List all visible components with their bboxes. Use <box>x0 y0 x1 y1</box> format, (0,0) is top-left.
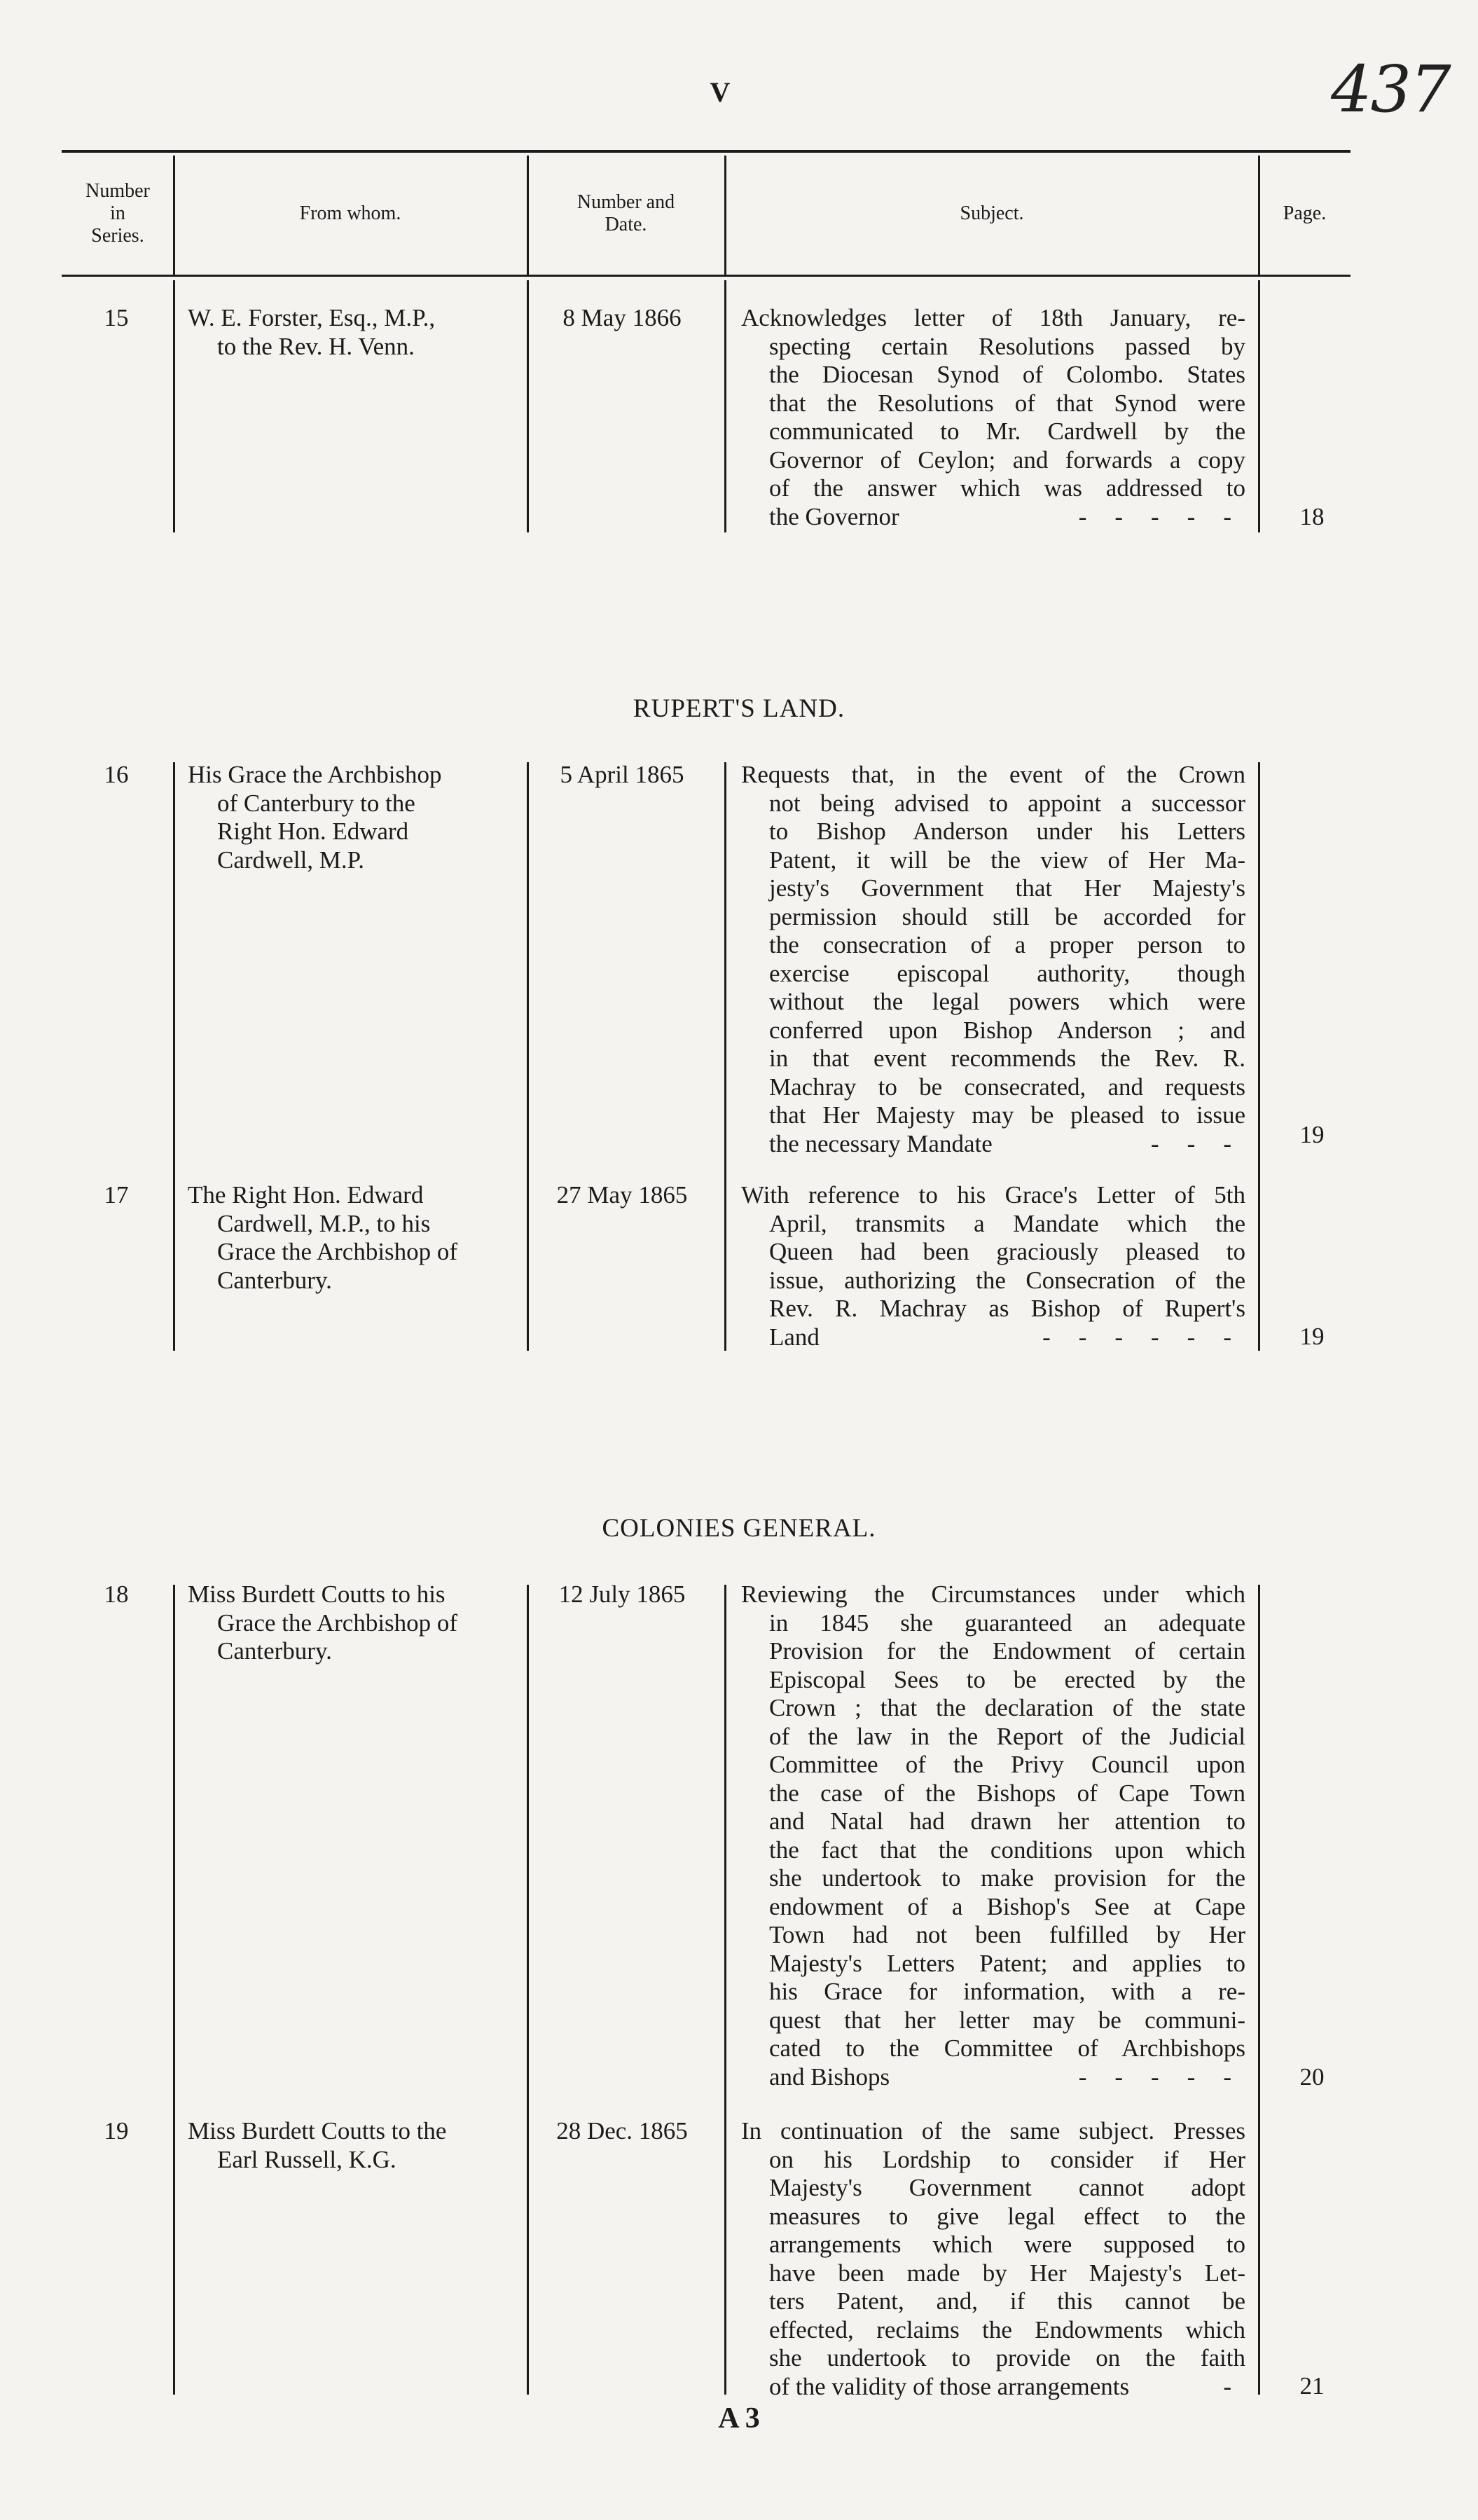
subject-line <box>741 1323 1259 1352</box>
subject-line: the Diocesan Synod of Colombo. States <box>769 361 1245 388</box>
entry-subject <box>741 1581 1259 2091</box>
subject-line-text: the necessary Mandate <box>769 1129 993 1157</box>
subject-line: endowment of a Bishop's See at Cape <box>769 1892 1245 1920</box>
header-number-line: in <box>110 202 125 224</box>
subject-line: Rev. R. Machray as Bishop of Rupert's <box>769 1295 1245 1322</box>
from-line: The Right Hon. Edward <box>188 1181 424 1209</box>
column-divider <box>1258 280 1260 532</box>
from-line: of Canterbury to the <box>217 789 415 817</box>
entry-number: 17 <box>104 1181 129 1209</box>
column-divider <box>724 280 726 532</box>
subject-line-text: of the validity of those arrangements <box>769 2372 1130 2400</box>
dot-leader: ------ <box>1042 1323 1259 1351</box>
subject-line: In continuation of the same subject. Presses <box>741 2117 1245 2144</box>
entry-page: 21 <box>1299 2372 1325 2399</box>
column-divider <box>173 1585 175 2395</box>
printer-signature: A 3 <box>718 2402 760 2435</box>
subject-line: she undertook to make provision for the <box>769 1864 1245 1892</box>
entry-date: 5 April 1865 <box>560 761 684 788</box>
entry-from <box>188 1181 513 1295</box>
entry-subject <box>741 1181 1259 1351</box>
column-divider <box>527 156 529 275</box>
dot-leader: - <box>1223 2372 1259 2400</box>
entry-date: 28 Dec. 1865 <box>556 2117 688 2144</box>
entry-page: 19 <box>1299 1121 1325 1148</box>
subject-line: not being advised to appoint a successor <box>769 789 1245 817</box>
page-letter: V <box>710 76 731 108</box>
subject-line: in that event recommends the Rev. R. <box>769 1045 1245 1072</box>
column-divider <box>1258 156 1260 275</box>
subject-line: in 1845 she guaranteed an adequate <box>769 1609 1245 1637</box>
from-line: to the Rev. H. Venn. <box>217 332 415 360</box>
from-line: Canterbury. <box>217 1637 332 1665</box>
column-divider <box>1258 1585 1260 2395</box>
header-number <box>62 161 174 266</box>
from-line: Canterbury. <box>217 1266 332 1294</box>
column-divider <box>527 1585 529 2395</box>
column-divider <box>173 762 175 1351</box>
subject-line-text: the Governor <box>769 502 899 530</box>
entry-number: 19 <box>104 2117 129 2144</box>
column-divider <box>1258 762 1260 1351</box>
dot-leader: ----- <box>1078 502 1259 530</box>
subject-line: Acknowledges letter of 18th January, re- <box>741 304 1245 331</box>
subject-line: Machray to be consecrated, and requests <box>769 1073 1245 1101</box>
subject-line: Governor of Ceylon; and forwards a copy <box>769 446 1245 474</box>
entry-from <box>188 2117 513 2174</box>
entry-date: 8 May 1866 <box>562 304 682 331</box>
subject-line: Provision for the Endowment of certain <box>769 1637 1245 1665</box>
entry-number: 16 <box>104 761 129 788</box>
subject-line: to Bishop Anderson under his Letters <box>769 818 1245 845</box>
subject-line: of the law in the Report of the Judicial <box>769 1722 1245 1750</box>
subject-line: Committee of the Privy Council upon <box>769 1751 1245 1778</box>
from-line: Right Hon. Edward <box>217 818 409 845</box>
subject-line: arrangements which were supposed to <box>769 2231 1245 2258</box>
subject-line: April, transmits a Mandate which the <box>769 1209 1245 1237</box>
from-line: Grace the Archbishop of <box>217 1238 458 1265</box>
from-line: Cardwell, M.P., to his <box>217 1209 431 1237</box>
header-subject: Subject. <box>960 202 1024 224</box>
column-divider <box>527 762 529 1351</box>
subject-line: Town had not been fulfilled by Her <box>769 1921 1245 1948</box>
subject-line-text: and Bishops <box>769 2063 890 2091</box>
column-divider <box>173 280 175 532</box>
subject-line: permission should still be accorded for <box>769 902 1245 930</box>
subject-line: have been made by Her Majesty's Let- <box>769 2259 1245 2287</box>
subject-line: measures to give legal effect to the <box>769 2202 1245 2230</box>
subject-line: the consecration of a proper person to <box>769 931 1245 958</box>
header-number-line: Series. <box>91 225 144 247</box>
subject-line: that Her Majesty may be pleased to issue <box>769 1101 1245 1129</box>
column-divider <box>724 762 726 1351</box>
from-line: Miss Burdett Coutts to the <box>188 2117 447 2144</box>
column-divider <box>173 156 175 275</box>
entry-number: 18 <box>104 1581 129 1608</box>
entry-from <box>188 761 513 874</box>
header-top-rule <box>62 150 1351 153</box>
subject-line: cated to the Committee of Archbishops <box>769 2034 1245 2062</box>
subject-line: without the legal powers which were <box>769 988 1245 1015</box>
column-divider <box>724 1585 726 2395</box>
entry-page: 18 <box>1299 503 1325 530</box>
entry-page: 19 <box>1299 1323 1325 1350</box>
subject-line: ters Patent, and, if this cannot be <box>769 2287 1245 2315</box>
entry-subject <box>741 761 1259 1158</box>
header-date-line: Date. <box>605 214 647 235</box>
subject-line <box>741 502 1259 532</box>
subject-line: on his Lordship to consider if Her <box>769 2145 1245 2173</box>
entry-subject <box>741 2117 1259 2401</box>
entry-from <box>188 304 513 361</box>
header-date <box>527 161 725 266</box>
subject-line: specting certain Resolutions passed by <box>769 332 1245 360</box>
subject-line: Requests that, in the event of the Crown <box>741 761 1245 788</box>
from-line: Grace the Archbishop of <box>217 1609 458 1637</box>
header-from: From whom. <box>299 202 401 224</box>
subject-line: With reference to his Grace's Letter of 5th <box>741 1181 1245 1209</box>
subject-line: Majesty's Letters Patent; and applies to <box>769 1949 1245 1977</box>
subject-line: and Natal had drawn her attention to <box>769 1808 1245 1835</box>
subject-line: effected, reclaims the Endowments which <box>769 2315 1245 2343</box>
subject-line: Reviewing the Circumstances under which <box>741 1581 1245 1608</box>
dot-leader: ----- <box>1078 2063 1259 2091</box>
header-number-line: Number <box>85 179 150 202</box>
header-page: Page. <box>1283 202 1327 224</box>
subject-line: of the answer which was addressed to <box>769 474 1245 502</box>
header-date-line: Number and <box>576 191 675 213</box>
subject-line: quest that her letter may be communi- <box>769 2006 1245 2034</box>
subject-line: she undertook to provide on the faith <box>769 2344 1245 2371</box>
entry-page: 20 <box>1299 2063 1325 2091</box>
entry-date: 12 July 1865 <box>558 1581 686 1608</box>
subject-line: his Grace for information, with a re- <box>769 1978 1245 2005</box>
section-heading: COLONIES GENERAL. <box>602 1514 876 1543</box>
subject-line: that the Resolutions of that Synod were <box>769 389 1245 417</box>
subject-line <box>741 2063 1259 2092</box>
subject-line: Patent, it will be the view of Her Ma- <box>769 846 1245 874</box>
from-line: Earl Russell, K.G. <box>217 2145 396 2173</box>
subject-line: Episcopal Sees to be erected by the <box>769 1665 1245 1693</box>
entry-subject <box>741 304 1259 531</box>
entry-from <box>188 1581 513 1666</box>
subject-line: exercise episcopal authority, though <box>769 959 1245 987</box>
subject-line: jesty's Government that Her Majesty's <box>769 874 1245 902</box>
section-heading: RUPERT'S LAND. <box>633 694 845 723</box>
dot-leader: --- <box>1151 1129 1259 1157</box>
subject-line-text: Land <box>769 1323 820 1351</box>
subject-line: the fact that the conditions upon which <box>769 1836 1245 1864</box>
subject-line <box>741 2372 1259 2402</box>
from-line: His Grace the Archbishop <box>188 761 442 788</box>
from-line: Miss Burdett Coutts to his <box>188 1581 446 1608</box>
column-divider <box>527 280 529 532</box>
entry-number: 15 <box>104 304 129 331</box>
entry-date: 27 May 1865 <box>556 1181 688 1209</box>
subject-line: Crown ; that the declaration of the state <box>769 1694 1245 1721</box>
header-bottom-rule <box>62 275 1351 277</box>
subject-line: Majesty's Government cannot adopt <box>769 2174 1245 2201</box>
from-line: W. E. Forster, Esq., M.P., <box>188 304 436 331</box>
subject-line <box>741 1129 1259 1159</box>
subject-line: communicated to Mr. Cardwell by the <box>769 418 1245 445</box>
folio-number: 437 <box>1331 52 1450 127</box>
subject-line: the case of the Bishops of Cape Town <box>769 1779 1245 1807</box>
column-divider <box>724 156 726 275</box>
subject-line: issue, authorizing the Consecration of the <box>769 1266 1245 1294</box>
subject-line: conferred upon Bishop Anderson ; and <box>769 1016 1245 1044</box>
from-line: Cardwell, M.P. <box>217 846 364 874</box>
subject-line: Queen had been graciously pleased to <box>769 1238 1245 1265</box>
